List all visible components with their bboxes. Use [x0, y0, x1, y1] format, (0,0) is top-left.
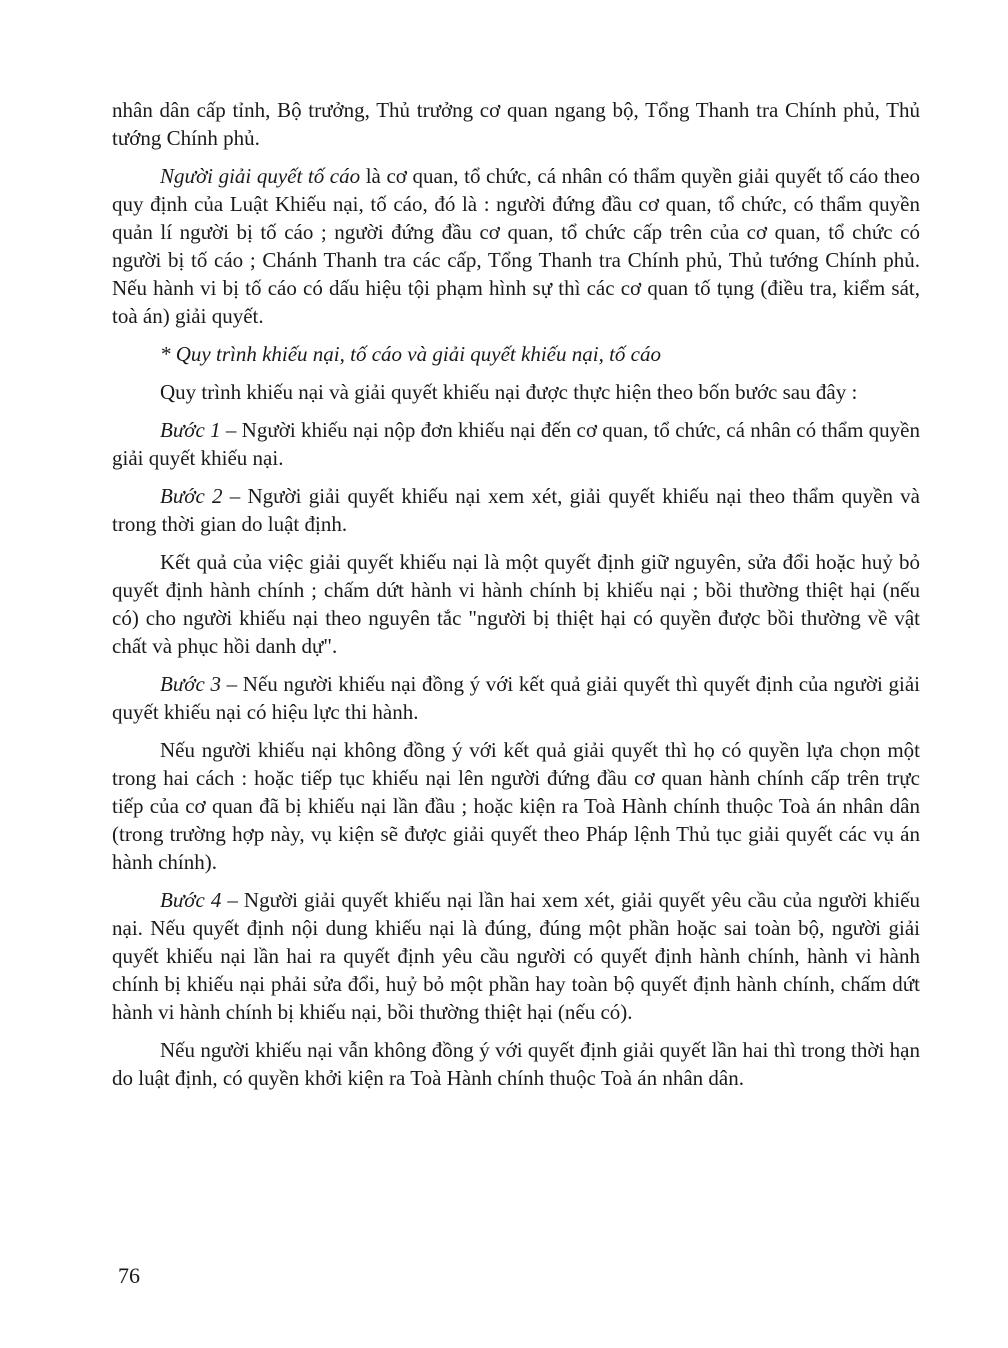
page-number: 76: [118, 1263, 140, 1288]
paragraph-final: [112, 1036, 920, 1092]
paragraph-text: nhân dân cấp tỉnh, Bộ trưởng, Thủ trưởng cơ quan ngang bộ, Tổng Thanh tra Chính phủ, Thủ tướng Chính phủ.: [112, 98, 920, 150]
paragraph-step-1: [112, 416, 920, 472]
document-page: [112, 96, 920, 1092]
paragraph-continuation: [112, 96, 920, 152]
paragraph-text: Nếu người khiếu nại không đồng ý với kết quả giải quyết thì họ có quyền lựa chọn một trong hai cách : hoặc tiếp tục khiếu nại lên người đứng đầu cơ quan hành chính cấp trên trực tiếp của cơ quan đã bị khiếu nại lần đầu ; hoặc kiện ra Toà Hành chính thuộc Toà án nhân dân (trong trường hợp này, vụ kiện sẽ được giải quyết theo Pháp lệnh Thủ tục giải quyết các vụ án hành chính).: [112, 738, 920, 874]
term-italic: Người giải quyết tố cáo: [160, 164, 361, 188]
step-label: Bước 2: [160, 484, 223, 508]
section-heading: * Quy trình khiếu nại, tố cáo và giải quyết khiếu nại, tố cáo: [160, 342, 661, 366]
paragraph-text: – Người giải quyết khiếu nại lần hai xem xét, giải quyết yêu cầu của người khiếu nại. Nếu quyết định nội dung khiếu nại là đúng, đúng một phần hoặc sai toàn bộ, người giải quyết khiếu nại lần hai ra quyết định yêu cầu người có quyết định hành chính, hành vi hành chính bị khiếu nại phải sửa đổi, huỷ bỏ một phần hay toàn bộ quyết định hành chính, chấm dứt hành vi hành chính bị khiếu nại, bồi thường thiệt hại (nếu có).: [112, 888, 921, 1024]
paragraph-text: – Nếu người khiếu nại đồng ý với kết quả giải quyết thì quyết định của người giải quyết khiếu nại có hiệu lực thi hành.: [112, 672, 920, 724]
paragraph-text: Nếu người khiếu nại vẫn không đồng ý với quyết định giải quyết lần hai thì trong thời hạn do luật định, có quyền khởi kiện ra Toà Hành chính thuộc Toà án nhân dân.: [112, 1038, 920, 1090]
step-label: Bước 1: [160, 418, 221, 442]
paragraph-result: [112, 548, 920, 660]
paragraph-text: – Người giải quyết khiếu nại xem xét, giải quyết khiếu nại theo thẩm quyền và trong thời gian do luật định.: [112, 484, 920, 536]
step-label: Bước 4: [160, 888, 222, 912]
paragraph-step-4: [112, 886, 920, 1026]
paragraph-text: Kết quả của việc giải quyết khiếu nại là một quyết định giữ nguyên, sửa đổi hoặc huỷ bỏ quyết định hành chính ; chấm dứt hành vi hành chính bị khiếu nại ; bồi thường thiệt hại (nếu có) cho người khiếu nại theo nguyên tắc "người bị thiệt hại có quyền được bồi thường về vật chất và phục hồi danh dự".: [112, 550, 920, 658]
step-label: Bước 3: [160, 672, 221, 696]
paragraph-step-2: [112, 482, 920, 538]
paragraph-definition: [112, 162, 920, 330]
paragraph-intro: [112, 378, 920, 406]
paragraph-text: là cơ quan, tổ chức, cá nhân có thẩm quyền giải quyết tố cáo theo quy định của Luật Khiếu nại, tố cáo, đó là : người đứng đầu cơ quan, tổ chức, có thẩm quyền quản lí người bị tố cáo ; người đứng đầu cơ quan, tổ chức cấp trên của cơ quan, tổ chức có người bị tố cáo ; Chánh Thanh tra các cấp, Tổng Thanh tra Chính phủ, Thủ tướng Chính phủ. Nếu hành vi bị tố cáo có dấu hiệu tội phạm hình sự thì các cơ quan tố tụng (điều tra, kiểm sát, toà án) giải quyết.: [112, 164, 920, 328]
paragraph-options: [112, 736, 920, 876]
paragraph-step-3: [112, 670, 920, 726]
paragraph-text: – Người khiếu nại nộp đơn khiếu nại đến cơ quan, tổ chức, cá nhân có thẩm quyền giải quyết khiếu nại.: [112, 418, 921, 470]
paragraph-text: Quy trình khiếu nại và giải quyết khiếu nại được thực hiện theo bốn bước sau đây :: [160, 380, 858, 404]
